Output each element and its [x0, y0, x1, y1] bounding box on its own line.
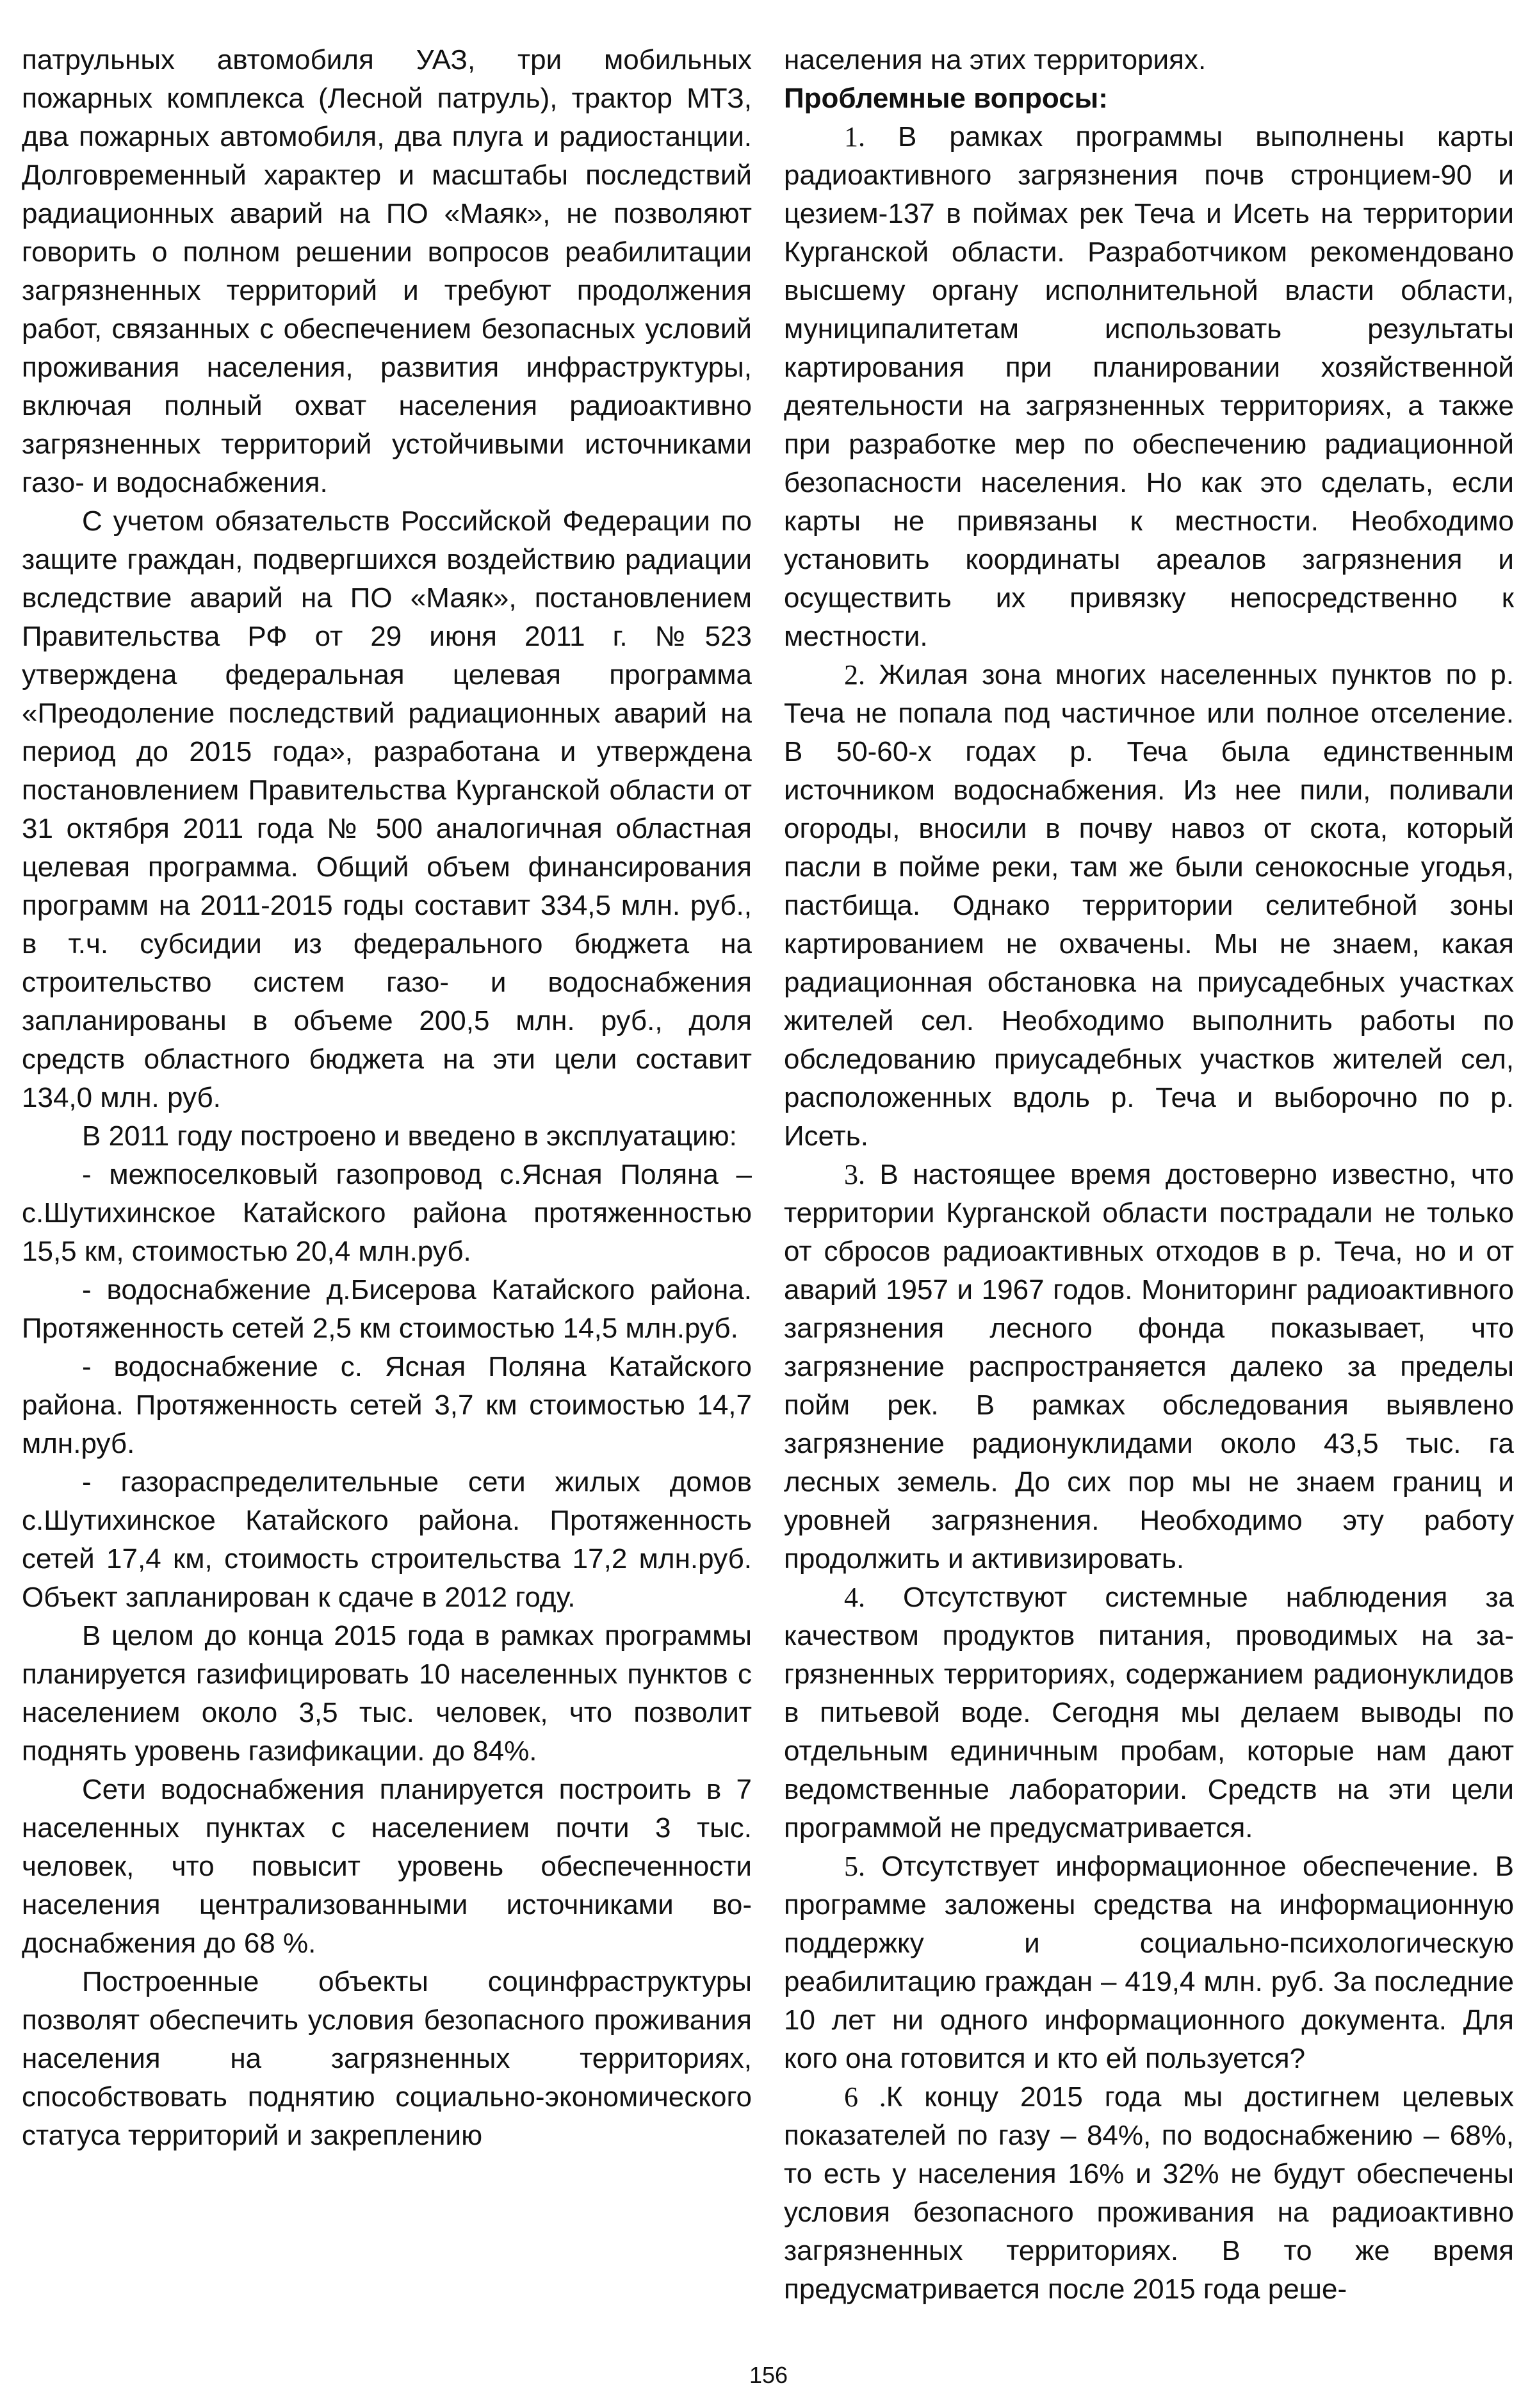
- item-number: 5.: [844, 1851, 865, 1882]
- paragraph: В 2011 году построено и введено в эксплуатацию:: [82, 1120, 737, 1152]
- paragraph: населения на этих территориях.: [784, 44, 1207, 76]
- item-text: В рамках программы выполнены карты радиоактивного загрязнения почв стронцием-90 и цезием-137 в поймах рек Теча и Исеть на территории Курганской области. Разработчиком рекомендовано высшему органу исполнительной власти области, муниципалитетам использовать результаты картирования при планировании хозяйственной деятельности на загрязненных территориях, а также при разработке мер по обеспечению радиационной безопасности населения. Но как это сделать, если карты не привязаны к местности. Необходимо установить координаты ареалов загрязнения и осуществить их привязку непосредственно к местности.: [784, 121, 1514, 652]
- item-number: 2.: [844, 659, 865, 691]
- list-item: - межпоселковый газопровод с.Ясная Поляна – с.Шутихинское Катайского района протяженностью 15,5 км, стоимостью 20,4 млн.руб.: [22, 1159, 752, 1267]
- numbered-item: [784, 118, 1514, 656]
- item-number: 3.: [844, 1159, 865, 1190]
- item-number: 4.: [844, 1582, 865, 1613]
- paragraph: С учетом обязательств Российской Федерации по защите граждан, подвергшихся воздействию радиации вследствие аварий на ПО «Маяк», постановлением Правительства РФ от 29 июня 2011 г. №523 утверждена федеральная целевая программа «Преодоление последствий радиационных аварий на период до 2015 года», разработана и утверждена постановлением Правительства Курганской области от 31 октября 2011 года № 500 аналогичная областная целевая программа. Общий объем финансирования программ на 2011-2015 годы составит 334,5 млн. руб., в т.ч. субсидии из федерального бюджета на строительство систем газо- и водоснабжения запланированы в объеме 200,5 млн. руб., доля средств областного бюджета на эти цели составит 134,0 млн. руб.: [22, 505, 752, 1113]
- paragraph: В целом до конца 2015 года в рамках программы планируется газифицировать 10 населенных пунктов с населением около 3,5 тыс. человек, что позволит поднять уровень газификации. до 84%.: [22, 1620, 752, 1767]
- list-item: - газораспределительные сети жилых домов с.Шутихинское Катайского района. Протяженность сетей 17,4 км, стоимость строительства 17,2 млн.руб. Объект запланирован к сдаче в 2012 году.: [22, 1466, 752, 1613]
- numbered-item: [784, 1847, 1514, 2078]
- list-item: - водоснабжение д.Бисерова Катайского района. Протяженность сетей 2,5 км стоимостью 14,5 млн.руб.: [22, 1274, 752, 1344]
- numbered-item: [784, 1156, 1514, 1578]
- numbered-item: [784, 656, 1514, 1156]
- item-text: Жилая зона многих населенных пунктов по р. Теча не попала под частичное или полное отселение. В 50-60-х годах р. Теча была единственным источником водоснабжения. Из нее пили, поливали огороды, вносили в почву навоз от скота, который пасли в пойме реки, там же были сенокосные угодья, пастбища. Однако территории селитебной зоны картированием не охвачены. Мы не знаем, какая радиационная обстановка на приусадебных участках жителей сел. Необходимо выполнить работы по обследованию приусадебных участков жителей сел, расположенных вдоль р. Теча и выборочно по р. Исеть.: [784, 659, 1514, 1152]
- left-column: [22, 41, 752, 2155]
- numbered-item: [784, 1578, 1514, 1847]
- page-number: 156: [749, 2362, 788, 2388]
- item-number: 1.: [844, 121, 865, 152]
- item-number: 6 .: [844, 2081, 886, 2113]
- item-text: Отсутствует информационное обеспечение. В программе заложены средства на информационную поддержку и социально-психологическую реабилитацию граждан – 419,4 млн. руб. За последние 10 лет ни одного информационного документа. Для кого она готовится и кто ей пользуется?: [784, 1851, 1514, 2074]
- numbered-item: [784, 2078, 1514, 2309]
- list-item: - водоснабжение с. Ясная Поляна Катайского района. Протяженность сетей 3,7 км стоимостью 14,7 млн.руб.: [22, 1351, 752, 1459]
- paragraph: Сети водоснабжения планируется построить в 7 населенных пунктах с населением почти 3 тыс. человек, что повысит уровень обеспеченности населения централизованными источниками водоснабжения до 68 %.: [22, 1774, 752, 1959]
- item-text: К концу 2015 года мы достигнем целевых показателей по газу – 84%, по водоснабжению – 68%, то есть у населения 16% и 32% не будут обеспечены условия безопасного проживания на радиоактивно загрязненных территориях. В то же время предусматривается после 2015 года реше-: [784, 2081, 1514, 2305]
- section-heading: Проблемные вопросы:: [784, 83, 1108, 114]
- right-column: [784, 41, 1514, 2309]
- paragraph: патрульных автомобиля УАЗ, три мобильных пожарных комплекса (Лесной патруль), трактор МТЗ, два пожарных автомобиля, два плуга и радиостанции. Долговременный характер и масштабы последствий радиационных аварий на ПО «Маяк», не позволяют говорить о полном решении вопросов реабилитации загрязненных территорий и требуют продолжения работ, связанных с обеспечением безопасных условий проживания населения, развития инфраструктуры, включая полный охват населения радиоактивно загрязненных территорий устойчивыми источниками газо- и водоснабжения.: [22, 44, 752, 498]
- item-text: Отсутствуют системные наблюдения за качеством продуктов питания, проводимых на загрязненных территориях, содержанием радионуклидов в питьевой воде. Сегодня мы делаем выводы по отдельным единичным пробам, которые нам дают ведомственные лаборатории. Средств на эти цели программой не предусматривается.: [784, 1582, 1514, 1844]
- item-text: В настоящее время достоверно известно, что территории Курганской области пострадали не только от сбросов радиоактивных отходов в р. Теча, но и от аварий 1957 и 1967 годов. Мониторинг радиоактивного загрязнения лесного фонда показывает, что загрязнение распространяется далеко за пределы пойм рек. В рамках обследования выявлено загрязнение радионуклидами около 43,5 тыс. га лесных земель. До сих пор мы не знаем границ и уровней загрязнения. Необходимо эту работу продолжить и активизировать.: [784, 1159, 1514, 1575]
- paragraph: Построенные объекты социнфраструктуры позволят обеспечить условия безопасного проживания населения на загрязненных территориях, способствовать поднятию социально-экономического статуса территорий и закреплению: [22, 1966, 752, 2151]
